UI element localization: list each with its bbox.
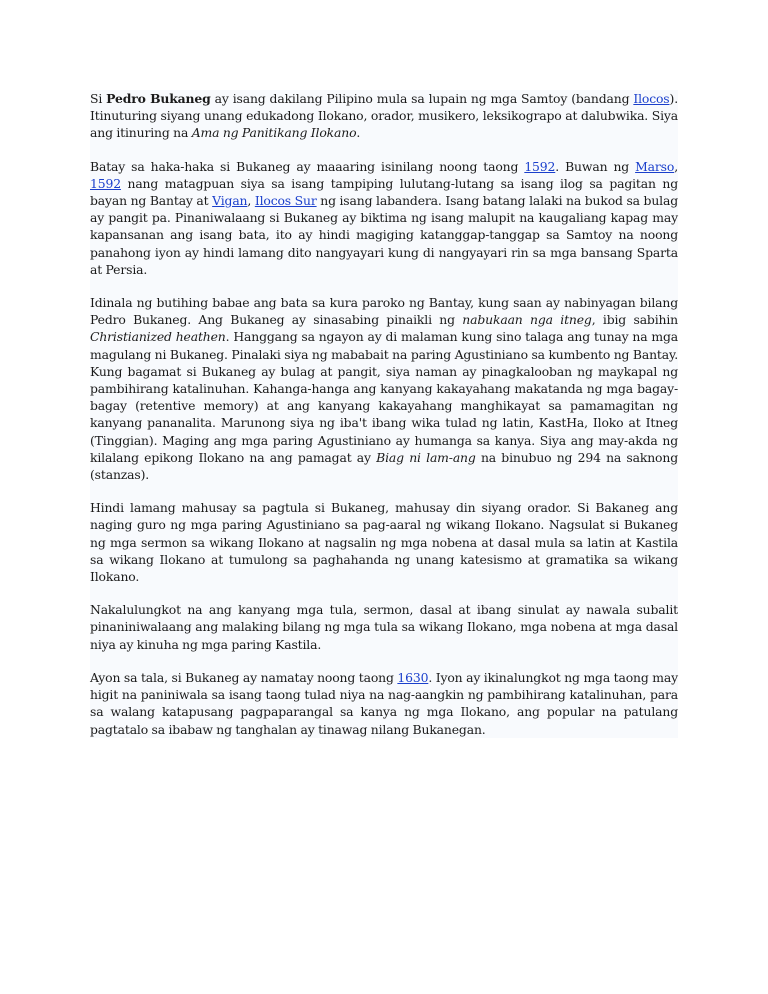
link[interactable]: Marso	[635, 158, 675, 174]
text-run: ,	[674, 158, 678, 174]
link[interactable]: Vigan	[212, 193, 248, 209]
paragraph	[90, 601, 678, 653]
link[interactable]: 1592	[524, 158, 556, 174]
text-run: . Hanggang sa ngayon ay di malaman kung sino talaga ang tunay na mga magulang ni Bukaneg. Pinalaki siya ng mababait na paring Agustiniano sa kumbento ng Bantay. Kung bagamat si Bukaneg ay bulag at pangit, siya naman ay pinagkalooban ng maykapal ng pambihirang katalinuhan. Kahanga-hanga ang kanyang kakayahang makatanda ng mga bagay-bagay (retentive memory) at ang kanyang kakayahang manghikayat sa pamamagitan ng kanyang pananalita. Marunong siya ng iba't ibang wika tulad ng latin, KastHa, Iloko at Itneg (Tinggian). Maging ang mga paring Agustiniano ay humanga sa kanya. Siya ang may-akda ng kilalang epikong Ilokano na ang pamagat ay	[90, 329, 678, 465]
text-run: Nakalulungkot na ang kanyang mga tula, sermon, dasal at ibang sinulat ay nawala subalit pinaniniwalaang ang malaking bilang ng mga tula sa wikang Ilokano, mga nobena at mga dasal niya ay kinuha ng mga paring Kastila.	[90, 602, 678, 652]
link[interactable]: 1630	[397, 669, 429, 685]
text-run: . Iyon ay ikinalungkot ng mga taong may higit na paniniwala sa isang taong tulad niya na nag-aangkin ng pambihirang katalinuhan, para sa walang katapusang pagpaparangal sa kanya ng mga Ilokano, ang popular na patulang pagtatalo sa ibabaw ng tanghalan ay tinawag nilang Bukanegan.	[90, 669, 678, 737]
text-run: na binubuo ng 294 na saknong (stanzas).	[90, 449, 678, 483]
link[interactable]: Ilocos	[633, 91, 670, 106]
link[interactable]: Ilocos Sur	[254, 193, 317, 209]
text-run: Batay sa haka-haka si Bukaneg ay maaaring isinilang noong taong	[90, 158, 525, 174]
italic-text: Ama ng Panitikang Ilokano	[191, 125, 357, 141]
text-run: ). Itinuturing siyang unang edukadong Ilokano, orador, musikero, leksikograpo at dalubwika. Siya ang itinuring na	[90, 91, 679, 141]
bold-text: Pedro Bukaneg	[106, 91, 211, 106]
text-run: ,	[247, 193, 255, 209]
italic-text: Christianized heathen	[90, 329, 226, 345]
text-run: Ayon sa tala, si Bukaneg ay namatay noong taong	[90, 669, 398, 685]
text-run: Hindi lamang mahusay sa pagtula si Bukaneg, mahusay din siyang orador. Si Bakaneg ang naging guro ng mga paring Agustiniano sa pag-aaral ng wikang Ilokano. Nagsulat si Bukaneg ng mga sermon sa wikang Ilokano at nagsalin ng mga nobena at dasal mula sa latin at Kastila sa wikang Ilokano at tumulong sa paghahanda ng unang katesismo at gramatika sa wikang Ilokano.	[90, 500, 678, 585]
text-run: nang matagpuan siya sa isang tampiping lulutang-lutang sa isang ilog sa pagitan ng bayan ng Bantay at	[90, 175, 678, 209]
link[interactable]: 1592	[90, 175, 121, 191]
text-run: ng isang labandera. Isang batang lalaki na bukod sa bulag ay pangit pa. Pinaniwalaang si Bukaneg ay biktima ng isang malupit na kaugaliang kapag may kapansanan ang isang bata, ito ay hindi magiging katanggap-tanggap sa Samtoy na noong panahong iyon ay hindi lamang dito nangyayari kung di nangyayari rin sa mga bansang Sparta at Persia.	[90, 193, 678, 277]
text-run: Si	[90, 91, 107, 106]
text-run: ay isang dakilang Pilipino mula sa lupain ng mga Samtoy (bandang	[210, 91, 634, 106]
italic-text: Biag ni lam-ang	[376, 449, 476, 465]
text-run: Idinala ng butihing babae ang bata sa kura paroko ng Bantay, kung saan ay nabinyagan bilang Pedro Bukaneg. Ang Bukaneg ay sinasabing pinaikli ng	[90, 295, 678, 328]
paragraph	[90, 669, 678, 738]
paragraph	[90, 158, 678, 278]
document-body	[90, 90, 678, 738]
paragraph	[90, 294, 678, 483]
italic-text: nabukaan nga itneg	[462, 312, 592, 328]
text-run: . Buwan ng	[555, 158, 636, 174]
paragraph	[90, 499, 678, 585]
text-run: .	[356, 125, 361, 141]
paragraph	[90, 90, 678, 142]
text-run: , ibig sabihin	[591, 312, 678, 328]
